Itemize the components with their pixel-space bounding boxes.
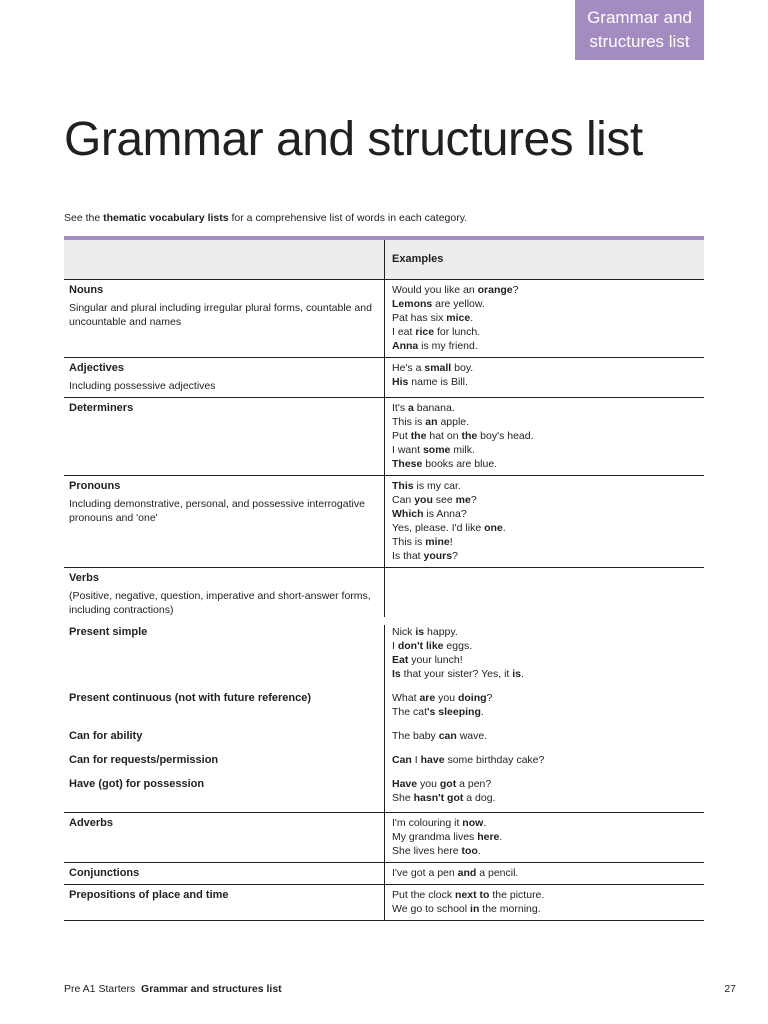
- example-text: Would you like an: [392, 284, 478, 296]
- example-text: is my friend.: [418, 340, 478, 352]
- example-text: .: [502, 522, 506, 534]
- subcategory-cell: [64, 625, 384, 691]
- example-text: boy.: [451, 362, 474, 374]
- table-row: [64, 568, 704, 813]
- example-text: She: [392, 792, 414, 804]
- example-text: a pen?: [456, 778, 492, 790]
- category-name: Verbs: [69, 572, 99, 584]
- category-name: Nouns: [69, 284, 104, 296]
- example-text: We go to school: [392, 903, 471, 915]
- section-tab-line2: structures list: [589, 32, 690, 51]
- example-line: [392, 902, 704, 916]
- example-keyword: Anna: [392, 340, 419, 352]
- table-row: [64, 813, 704, 863]
- example-line: [392, 325, 704, 339]
- example-keyword: an: [425, 416, 438, 428]
- example-line: [392, 888, 704, 902]
- example-keyword: one: [484, 522, 503, 534]
- verb-group: [64, 568, 704, 812]
- table-row: [64, 398, 704, 476]
- example-line: [392, 549, 704, 563]
- example-text: I: [411, 754, 421, 766]
- table-header: [64, 240, 704, 280]
- table-row: [64, 885, 704, 920]
- example-text: the picture.: [489, 889, 545, 901]
- example-text: is my car.: [413, 480, 461, 492]
- category-description: (Positive, negative, question, imperative and short-answer forms, including contractions): [69, 590, 371, 616]
- example-line: [392, 667, 704, 681]
- example-keyword: the: [410, 430, 427, 442]
- section-tab-line1: Grammar and: [587, 8, 692, 27]
- example-text: .: [521, 668, 524, 680]
- subcategory-name: Can for requests/permission: [69, 754, 219, 766]
- table-row: [64, 280, 704, 358]
- example-line: [392, 375, 704, 389]
- example-text: hat on: [426, 430, 462, 442]
- example-text: I: [392, 640, 398, 652]
- category-name: Determiners: [69, 402, 134, 414]
- example-keyword: don't like: [397, 640, 444, 652]
- example-keyword: rice: [415, 326, 435, 338]
- example-text: It's: [392, 402, 409, 414]
- example-keyword: too: [461, 845, 478, 857]
- example-keyword: 's sleeping: [427, 706, 481, 718]
- intro-link-text: thematic vocabulary lists: [103, 212, 229, 224]
- footer-level: Pre A1 Starters: [64, 983, 136, 995]
- example-line: [392, 479, 704, 493]
- example-line: [392, 493, 704, 507]
- example-keyword: you: [414, 494, 433, 506]
- example-keyword: a: [408, 402, 414, 414]
- example-keyword: This: [392, 480, 414, 492]
- category-cell: [64, 885, 384, 920]
- category-cell: [64, 280, 384, 357]
- example-keyword: are: [419, 692, 436, 704]
- example-text: Put: [392, 430, 411, 442]
- example-text: Can: [392, 494, 415, 506]
- table-row: [64, 476, 704, 568]
- verb-subrow: [64, 729, 704, 753]
- subexamples-cell: [384, 625, 704, 691]
- example-line: [392, 521, 704, 535]
- example-keyword: here: [477, 831, 500, 843]
- example-keyword: and: [457, 867, 477, 879]
- section-tab: [575, 0, 704, 60]
- example-line: [392, 401, 704, 415]
- subcategory-cell: [64, 753, 384, 777]
- example-text: This is: [392, 416, 426, 428]
- example-line: [392, 339, 704, 353]
- example-text: eggs.: [443, 640, 473, 652]
- example-line: [392, 844, 704, 858]
- examples-cell: [384, 863, 704, 884]
- header-category: [64, 240, 384, 279]
- example-keyword: doing: [457, 692, 487, 704]
- example-text: Is that: [392, 550, 424, 562]
- example-line: [392, 311, 704, 325]
- example-keyword: in: [470, 903, 480, 915]
- example-text: Nick: [392, 626, 416, 638]
- example-text: a dog.: [463, 792, 496, 804]
- example-line: [392, 507, 704, 521]
- example-text: I'm colouring it: [392, 817, 463, 829]
- page-title: Grammar and structures list: [64, 113, 643, 166]
- intro-text: [64, 212, 467, 224]
- example-text: ?: [512, 284, 519, 296]
- example-text: ?: [470, 494, 477, 506]
- example-keyword: hasn't got: [413, 792, 464, 804]
- example-text: This is: [392, 536, 426, 548]
- example-line: [392, 283, 704, 297]
- example-keyword: His: [392, 376, 409, 388]
- example-line: [392, 457, 704, 471]
- category-name: Adjectives: [69, 362, 125, 374]
- footer-section: Grammar and structures list: [141, 983, 282, 995]
- example-keyword: have: [420, 754, 445, 766]
- subexamples-cell: [384, 777, 704, 812]
- example-text: for lunch.: [434, 326, 481, 338]
- example-text: the morning.: [479, 903, 541, 915]
- example-keyword: orange: [477, 284, 513, 296]
- example-text: He's a: [392, 362, 425, 374]
- example-line: [392, 691, 704, 705]
- example-text: some birthday cake?: [444, 754, 545, 766]
- example-line: [392, 729, 704, 743]
- example-line: [392, 753, 704, 767]
- subcategory-cell: [64, 729, 384, 753]
- example-line: [392, 791, 704, 805]
- example-keyword: can: [438, 730, 457, 742]
- example-text: is Anna?: [423, 508, 467, 520]
- page-number: 27: [724, 983, 736, 995]
- example-text: milk.: [450, 444, 475, 456]
- examples-cell: [384, 476, 704, 567]
- example-keyword: mine: [425, 536, 450, 548]
- example-text: My grandma lives: [392, 831, 478, 843]
- example-line: [392, 625, 704, 639]
- examples-cell: [384, 885, 704, 920]
- example-text: Put the clock: [392, 889, 456, 901]
- example-text: ?: [486, 692, 493, 704]
- example-keyword: small: [424, 362, 452, 374]
- example-keyword: Which: [392, 508, 424, 520]
- example-text: happy.: [424, 626, 458, 638]
- example-line: [392, 535, 704, 549]
- verb-subrow: [64, 691, 704, 729]
- example-keyword: Is: [392, 668, 401, 680]
- example-keyword: Have: [392, 778, 418, 790]
- example-keyword: yours: [423, 550, 453, 562]
- example-text: apple.: [437, 416, 470, 428]
- grammar-table: [64, 236, 704, 921]
- example-keyword: the: [461, 430, 478, 442]
- subexamples-cell: [384, 753, 704, 777]
- example-line: [392, 297, 704, 311]
- example-text: .: [499, 831, 503, 843]
- verb-intro: [64, 568, 704, 625]
- example-text: Pat has six: [392, 312, 447, 324]
- example-keyword: is: [415, 626, 425, 638]
- example-text: your lunch!: [408, 654, 463, 666]
- example-keyword: is: [512, 668, 522, 680]
- example-text: banana.: [413, 402, 455, 414]
- example-text: are yellow.: [432, 298, 485, 310]
- example-keyword: mice: [446, 312, 471, 324]
- subcategory-name: Can for ability: [69, 730, 143, 742]
- category-cell: [64, 398, 384, 475]
- example-text: .: [470, 312, 474, 324]
- example-keyword: me: [455, 494, 471, 506]
- intro-before: See the: [64, 212, 104, 224]
- example-line: [392, 429, 704, 443]
- example-keyword: got: [439, 778, 457, 790]
- example-text: name is Bill.: [408, 376, 468, 388]
- example-line: [392, 866, 704, 880]
- intro-after: for a comprehensive list of words in each category.: [228, 212, 468, 224]
- example-keyword: next to: [455, 889, 490, 901]
- verb-intro-right: [384, 568, 704, 617]
- category-cell: [64, 863, 384, 884]
- example-line: [392, 361, 704, 375]
- footer-left: [64, 983, 282, 995]
- subcategory-name: Present simple: [69, 626, 148, 638]
- header-examples: Examples: [384, 240, 704, 279]
- example-text: ?: [452, 550, 458, 562]
- subcategory-name: Have (got) for possession: [69, 778, 205, 790]
- example-line: [392, 639, 704, 653]
- example-keyword: These: [392, 458, 423, 470]
- example-text: books are blue.: [422, 458, 498, 470]
- category-cell: [64, 476, 384, 567]
- example-text: The cat: [392, 706, 428, 718]
- category-name: Prepositions of place and time: [69, 889, 229, 901]
- verb-subrow: [64, 625, 704, 691]
- example-line: [392, 816, 704, 830]
- category-description: Singular and plural including irregular plural forms, countable and uncountable and names: [69, 302, 372, 328]
- example-keyword: now: [462, 817, 484, 829]
- category-description: Including demonstrative, personal, and possessive interrogative pronouns and 'one': [69, 498, 365, 524]
- subcategory-cell: [64, 691, 384, 729]
- category-name: Adverbs: [69, 817, 114, 829]
- verb-intro-left: [64, 568, 384, 617]
- example-text: What: [392, 692, 420, 704]
- example-keyword: Can: [392, 754, 412, 766]
- example-line: [392, 443, 704, 457]
- example-text: I've got a pen: [392, 867, 458, 879]
- category-cell: [64, 813, 384, 862]
- category-name: Conjunctions: [69, 867, 140, 879]
- example-text: The baby: [392, 730, 439, 742]
- example-text: Yes, please. I'd like: [392, 522, 485, 534]
- example-text: that your sister? Yes, it: [400, 668, 513, 680]
- example-text: you: [435, 692, 458, 704]
- table-body: [64, 280, 704, 920]
- examples-cell: [384, 358, 704, 397]
- example-line: [392, 415, 704, 429]
- example-text: I want: [392, 444, 423, 456]
- example-text: She lives here: [392, 845, 462, 857]
- page-footer: [64, 983, 736, 995]
- example-text: wave.: [456, 730, 488, 742]
- example-text: !: [449, 536, 453, 548]
- example-line: [392, 653, 704, 667]
- table-row: [64, 863, 704, 885]
- example-text: see: [432, 494, 456, 506]
- category-cell: [64, 358, 384, 397]
- example-text: boy's head.: [477, 430, 534, 442]
- category-name: Pronouns: [69, 480, 121, 492]
- example-text: I eat: [392, 326, 416, 338]
- example-keyword: Lemons: [392, 298, 433, 310]
- example-text: .: [483, 817, 487, 829]
- example-text: you: [417, 778, 440, 790]
- example-line: [392, 777, 704, 791]
- example-text: a pencil.: [476, 867, 519, 879]
- subexamples-cell: [384, 691, 704, 729]
- examples-cell: [384, 280, 704, 357]
- subexamples-cell: [384, 729, 704, 753]
- examples-cell: [384, 398, 704, 475]
- example-text: .: [477, 845, 481, 857]
- example-line: [392, 830, 704, 844]
- subcategory-name: Present continuous (not with future reference): [69, 692, 312, 704]
- category-description: Including possessive adjectives: [69, 380, 216, 392]
- subcategory-cell: [64, 777, 384, 812]
- example-keyword: Eat: [392, 654, 409, 666]
- example-keyword: some: [422, 444, 451, 456]
- table-row: [64, 358, 704, 398]
- example-text: .: [480, 706, 484, 718]
- examples-cell: [384, 813, 704, 862]
- example-line: [392, 705, 704, 719]
- verb-subrow: [64, 777, 704, 812]
- verb-subrow: [64, 753, 704, 777]
